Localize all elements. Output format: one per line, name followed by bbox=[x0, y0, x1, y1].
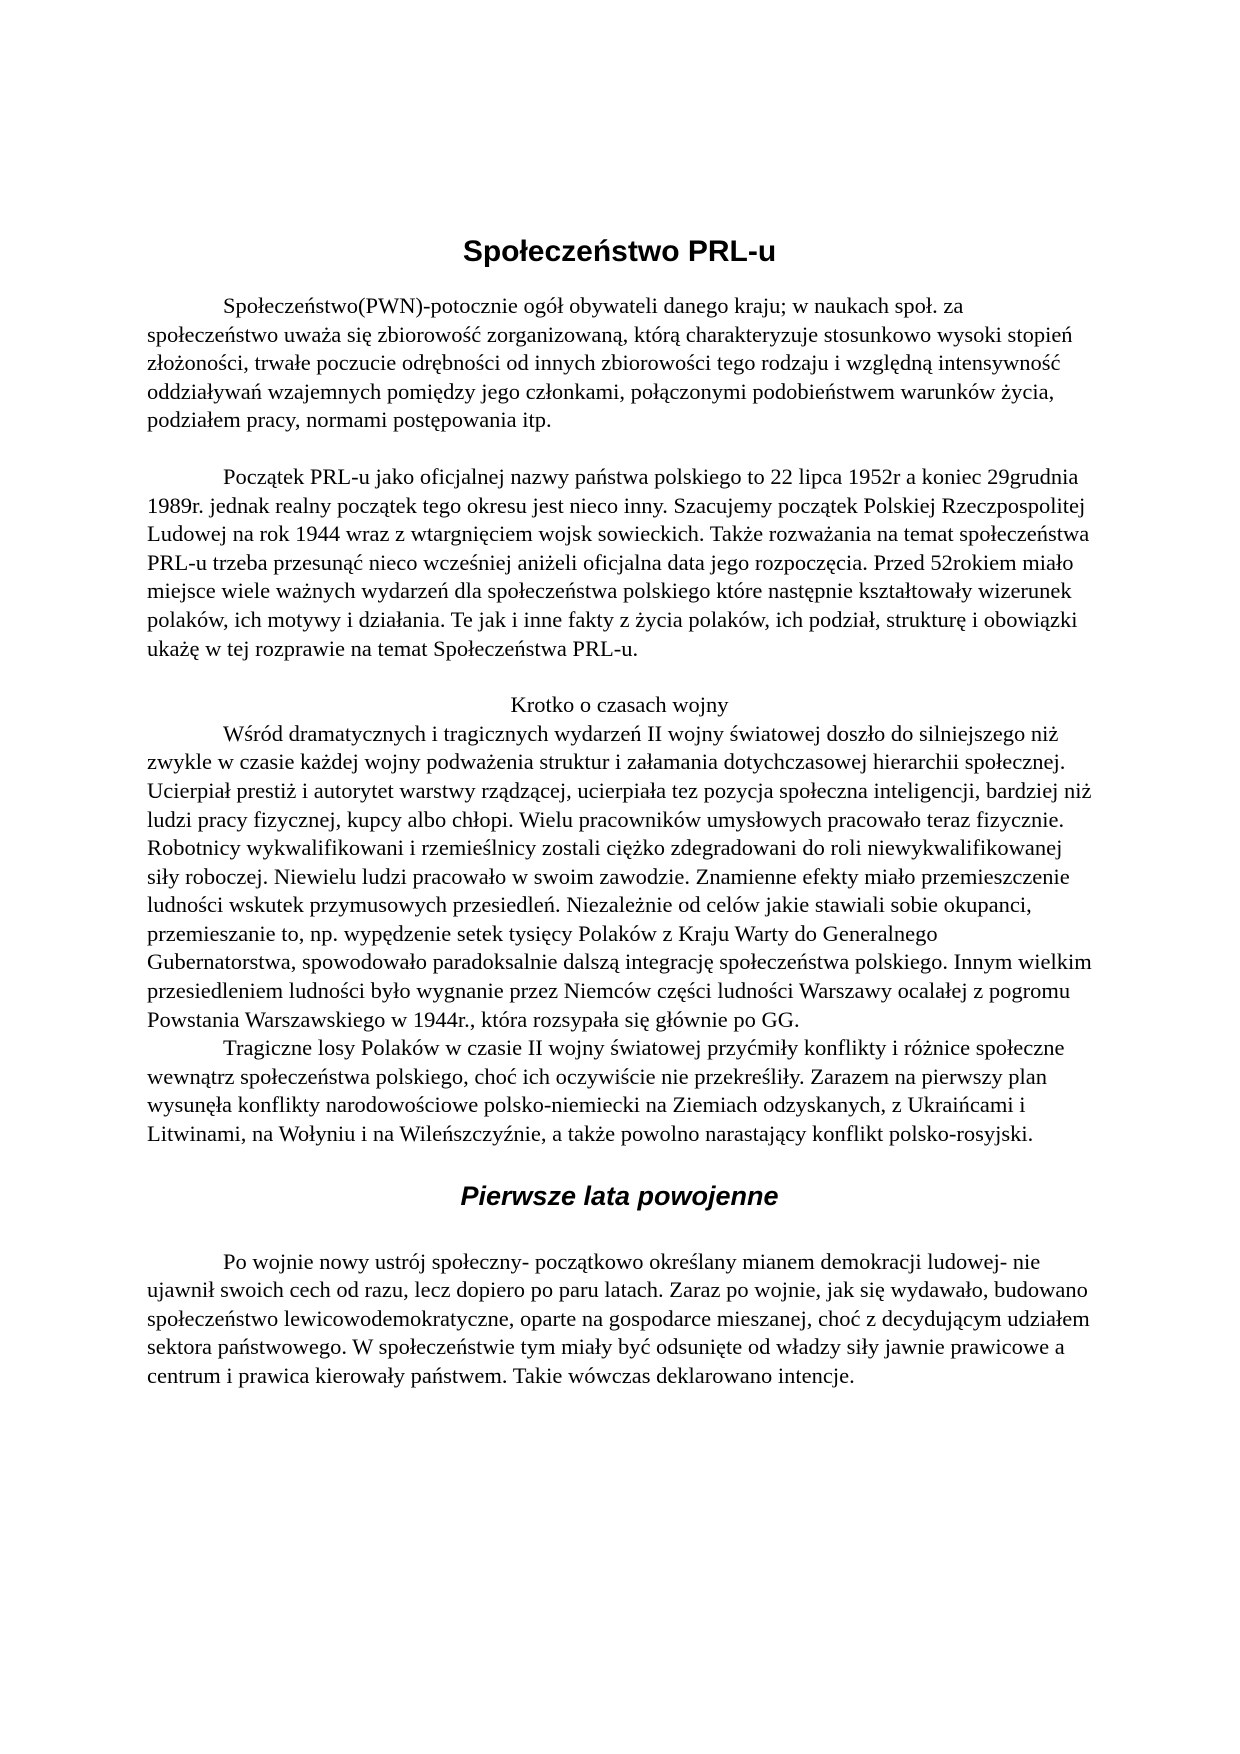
subheading-war: Krotko o czasach wojny bbox=[510, 692, 729, 718]
paragraph-war-1: Wśród dramatycznych i tragicznych wydarzeń II wojny światowej doszło do silniejszego niż zwykle w czasie każdej wojny podważenia struktur i załamania dotychczasowej hierarchii społecznej. Ucierpiał prestiż i autorytet warstwy rządzącej, ucierpiała tez pozycja społeczna inteligencji, bardziej niż ludzi pracy fizycznej, kupcy albo chłopi. Wielu pracowników umysłowych pracowało teraz fizycznie. Robotnicy wykwalifikowani i rzemieślnicy zostali ciężko zdegradowani do roli niewykwalifikowanej siły roboczej. Niewielu ludzi pracowało w swoim zawodzie. Znamienne efekty miało przemieszczenie ludności wskutek przymusowych przesiedleń. Niezależnie od celów jakie stawiali sobie okupanci, przemieszanie to, np. wypędzenie setek tysięcy Polaków z Kraju Warty do Generalnego Gubernatorstwa, spowodowało paradoksalnie dalszą integrację społeczeństwa polskiego. Innym wielkim przesiedleniem ludności było wygnanie przez Niemców części ludności Warszawy ocalałej z pogromu Powstania Warszawskiego w 1944r., która rozsypała się głównie po GG. bbox=[147, 720, 1092, 1032]
document-title: Społeczeństwo PRL-u bbox=[462, 235, 777, 268]
section-heading-postwar: Pierwsze lata powojenne bbox=[460, 1180, 779, 1211]
paragraph-intro: Początek PRL-u jako oficjalnej nazwy państwa polskiego to 22 lipca 1952r a koniec 29grudnia 1989r. jednak realny początek tego okresu jest nieco inny. Szacujemy początek Polskiej Rzeczpospolitej Ludowej na rok 1944 wraz z wtargnięciem wojsk sowieckich. Także rozważania na temat społeczeństwa PRL-u trzeba przesunąć nieco wcześniej aniżeli oficjalna data jego rozpoczęcia. Przed 52rokiem miało miejsce wiele ważnych wydarzeń dla społeczeństwa polskiego które następnie kształtowały wizerunek polaków, ich motywy i działania. Te jak i inne fakty z życia polaków, ich podział, strukturę i obowiązki ukażę w tej rozprawie na temat Społeczeństwa PRL-u. bbox=[147, 463, 1090, 661]
document-body bbox=[147, 234, 1092, 1391]
paragraph-war-2: Tragiczne losy Polaków w czasie II wojny światowej przyćmiły konflikty i różnice społeczne wewnątrz społeczeństwa polskiego, choć ich oczywiście nie przekreśliły. Zarazem na pierwszy plan wysunęła konflikty narodowościowe polsko-niemiecki na Ziemiach odzyskanych, z Ukraińcami i Litwinami, na Wołyniu i na Wileńszczyźnie, a także powolno narastający konflikt polsko-rosyjski. bbox=[147, 1035, 1065, 1147]
paragraph-definition: Społeczeństwo(PWN)-potocznie ogół obywateli danego kraju; w naukach społ. za społeczeństwo uważa się zbiorowość zorganizowaną, którą charakteryzuje stosunkowo wysoki stopień złożoności, trwałe poczucie odrębności od innych zbiorowości tego rodzaju i względną intensywność oddziaływań wzajemnych pomiędzy jego członkami, połączonymi podobieństwem warunków życia, podziałem pracy, normami postępowania itp. bbox=[147, 293, 1073, 433]
paragraph-postwar-1: Po wojnie nowy ustrój społeczny- początkowo określany mianem demokracji ludowej- nie ujawnił swoich cech od razu, lecz dopiero po paru latach. Zaraz po wojnie, jak się wydawało, budowano społeczeństwo lewicowodemokratyczne, oparte na gospodarce mieszanej, choć z decydującym udziałem sektora państwowego. W społeczeństwie tym miały być odsunięte od władzy siły jawnie prawicowe a centrum i prawica kierowały państwem. Takie wówczas deklarowano intencje. bbox=[147, 1248, 1090, 1388]
